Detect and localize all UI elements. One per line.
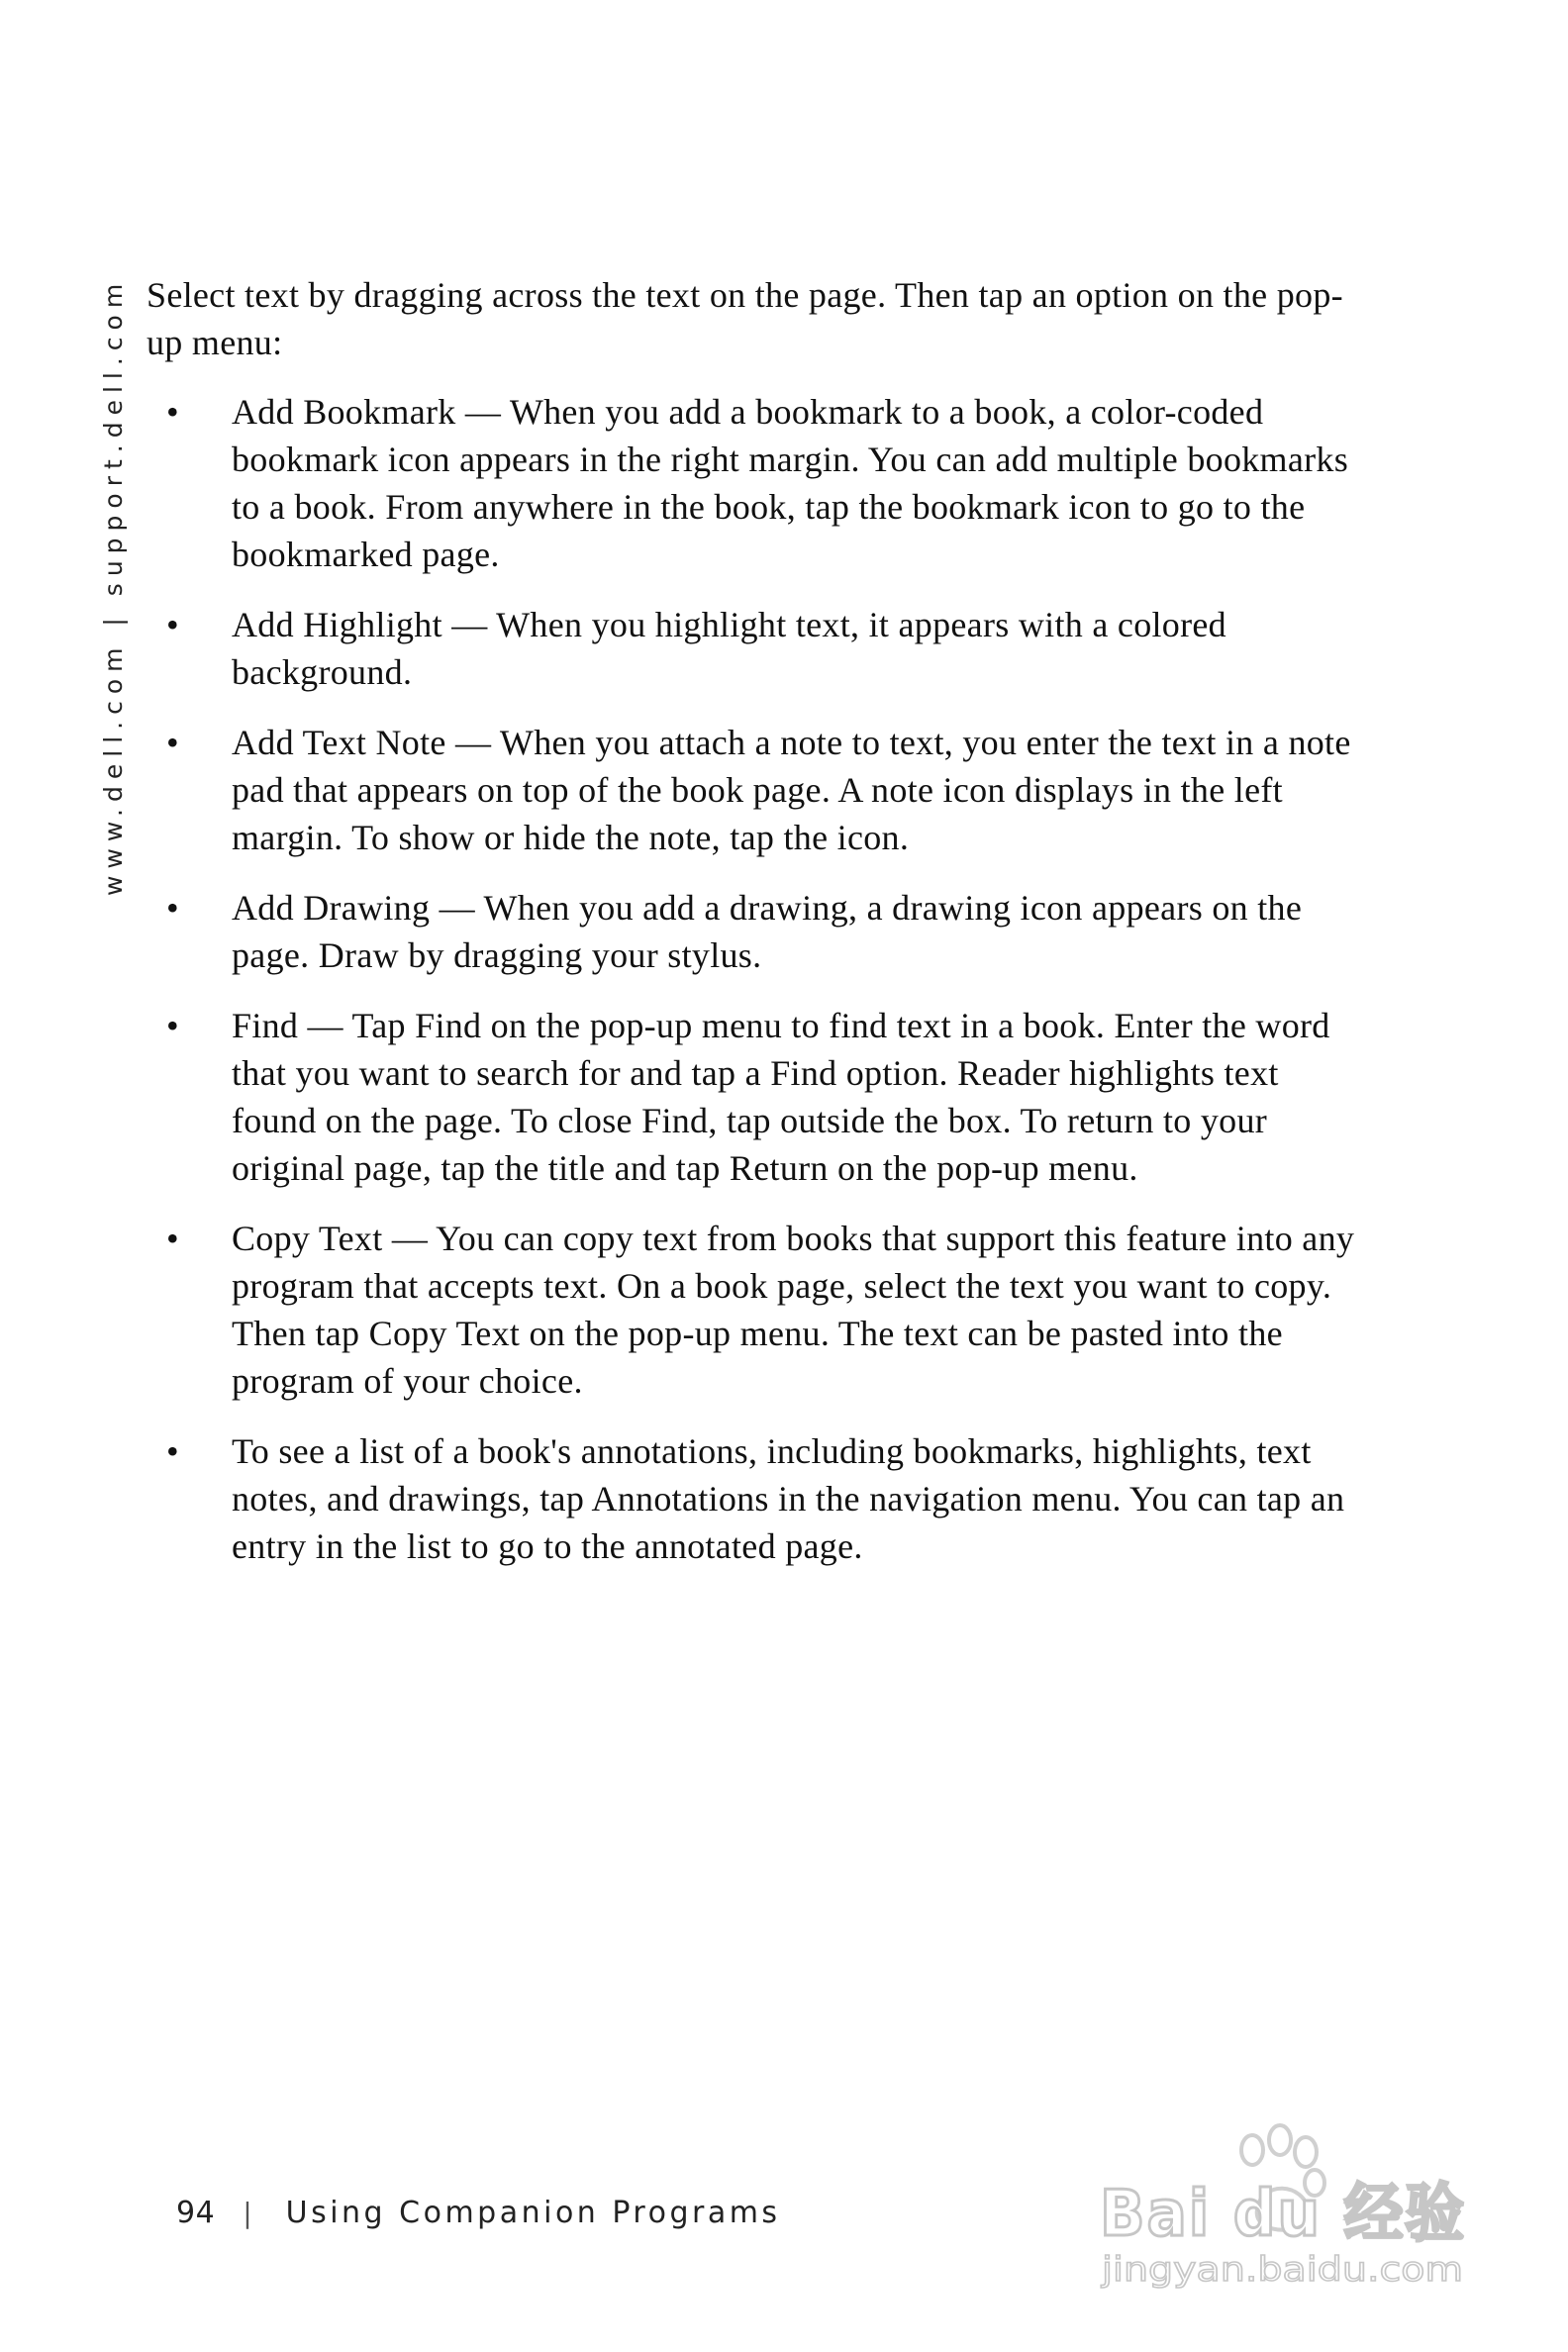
bullet-copy-text: [147, 1215, 1364, 1405]
bullet-text: Add Drawing — When you add a drawing, a drawing icon appears on the page. Draw by dragging your stylus.: [232, 888, 1303, 975]
bullet-add-drawing: [147, 884, 1364, 979]
bullet-text: To see a list of a book's annotations, including bookmarks, highlights, text notes, and drawings, tap Annotations in the navigation menu. You can tap an entry in the list to go to the annotated page.: [232, 1431, 1345, 1566]
bullet-icon: •: [166, 1219, 179, 1258]
annotation-options-list: [147, 388, 1364, 1570]
side-url: www.dell.com | support.dell.com: [99, 276, 128, 896]
bullet-icon: •: [166, 888, 179, 928]
bullet-annotations-list: [147, 1427, 1364, 1570]
bullet-add-text-note: [147, 719, 1364, 861]
bullet-text: Add Bookmark — When you add a bookmark to a book, a color-coded bookmark icon appears in the right margin. You can add multiple bookmarks to a book. From anywhere in the book, tap the bookmark icon to go to the bookmarked page.: [232, 392, 1349, 574]
bullet-add-highlight: [147, 601, 1364, 696]
bullet-text: Add Highlight — When you highlight text, it appears with a colored background.: [232, 605, 1226, 692]
bullet-add-bookmark: [147, 388, 1364, 578]
bullet-icon: •: [166, 392, 179, 432]
watermark-brand: Bai du 经验: [1100, 2178, 1466, 2251]
watermark-url: jingyan.baidu.com: [1100, 2250, 1463, 2290]
baidu-jingyan-watermark: [1094, 2118, 1490, 2292]
bullet-icon: •: [166, 1431, 179, 1471]
bullet-find: [147, 1002, 1364, 1192]
bullet-icon: •: [166, 605, 179, 644]
bullet-icon: •: [166, 723, 179, 762]
bullet-icon: •: [166, 1006, 179, 1045]
bullet-text: Find — Tap Find on the pop-up menu to find text in a book. Enter the word that you want to search for and tap a Find option. Reader highlights text found on the page. To close Find, tap outside the box. To return to your original page, tap the title and tap Return on the pop-up menu.: [232, 1006, 1330, 1188]
page-number: 94: [176, 2196, 216, 2230]
bullet-text: Copy Text — You can copy text from books that support this feature into any program that accepts text. On a book page, select the text you want to copy. Then tap Copy Text on the pop-up menu. The text can be pasted into the program of your choice.: [232, 1219, 1355, 1401]
section-title: Using Companion Programs: [285, 2196, 781, 2230]
page-footer: [176, 2196, 781, 2230]
footer-separator: |: [243, 2197, 252, 2229]
page-content: [147, 271, 1364, 1593]
bullet-text: Add Text Note — When you attach a note to text, you enter the text in a note pad that appears on top of the book page. A note icon displays in the left margin. To show or hide the note, tap the icon.: [232, 723, 1351, 857]
intro-paragraph: Select text by dragging across the text on the page. Then tap an option on the pop-up menu:: [147, 275, 1343, 362]
